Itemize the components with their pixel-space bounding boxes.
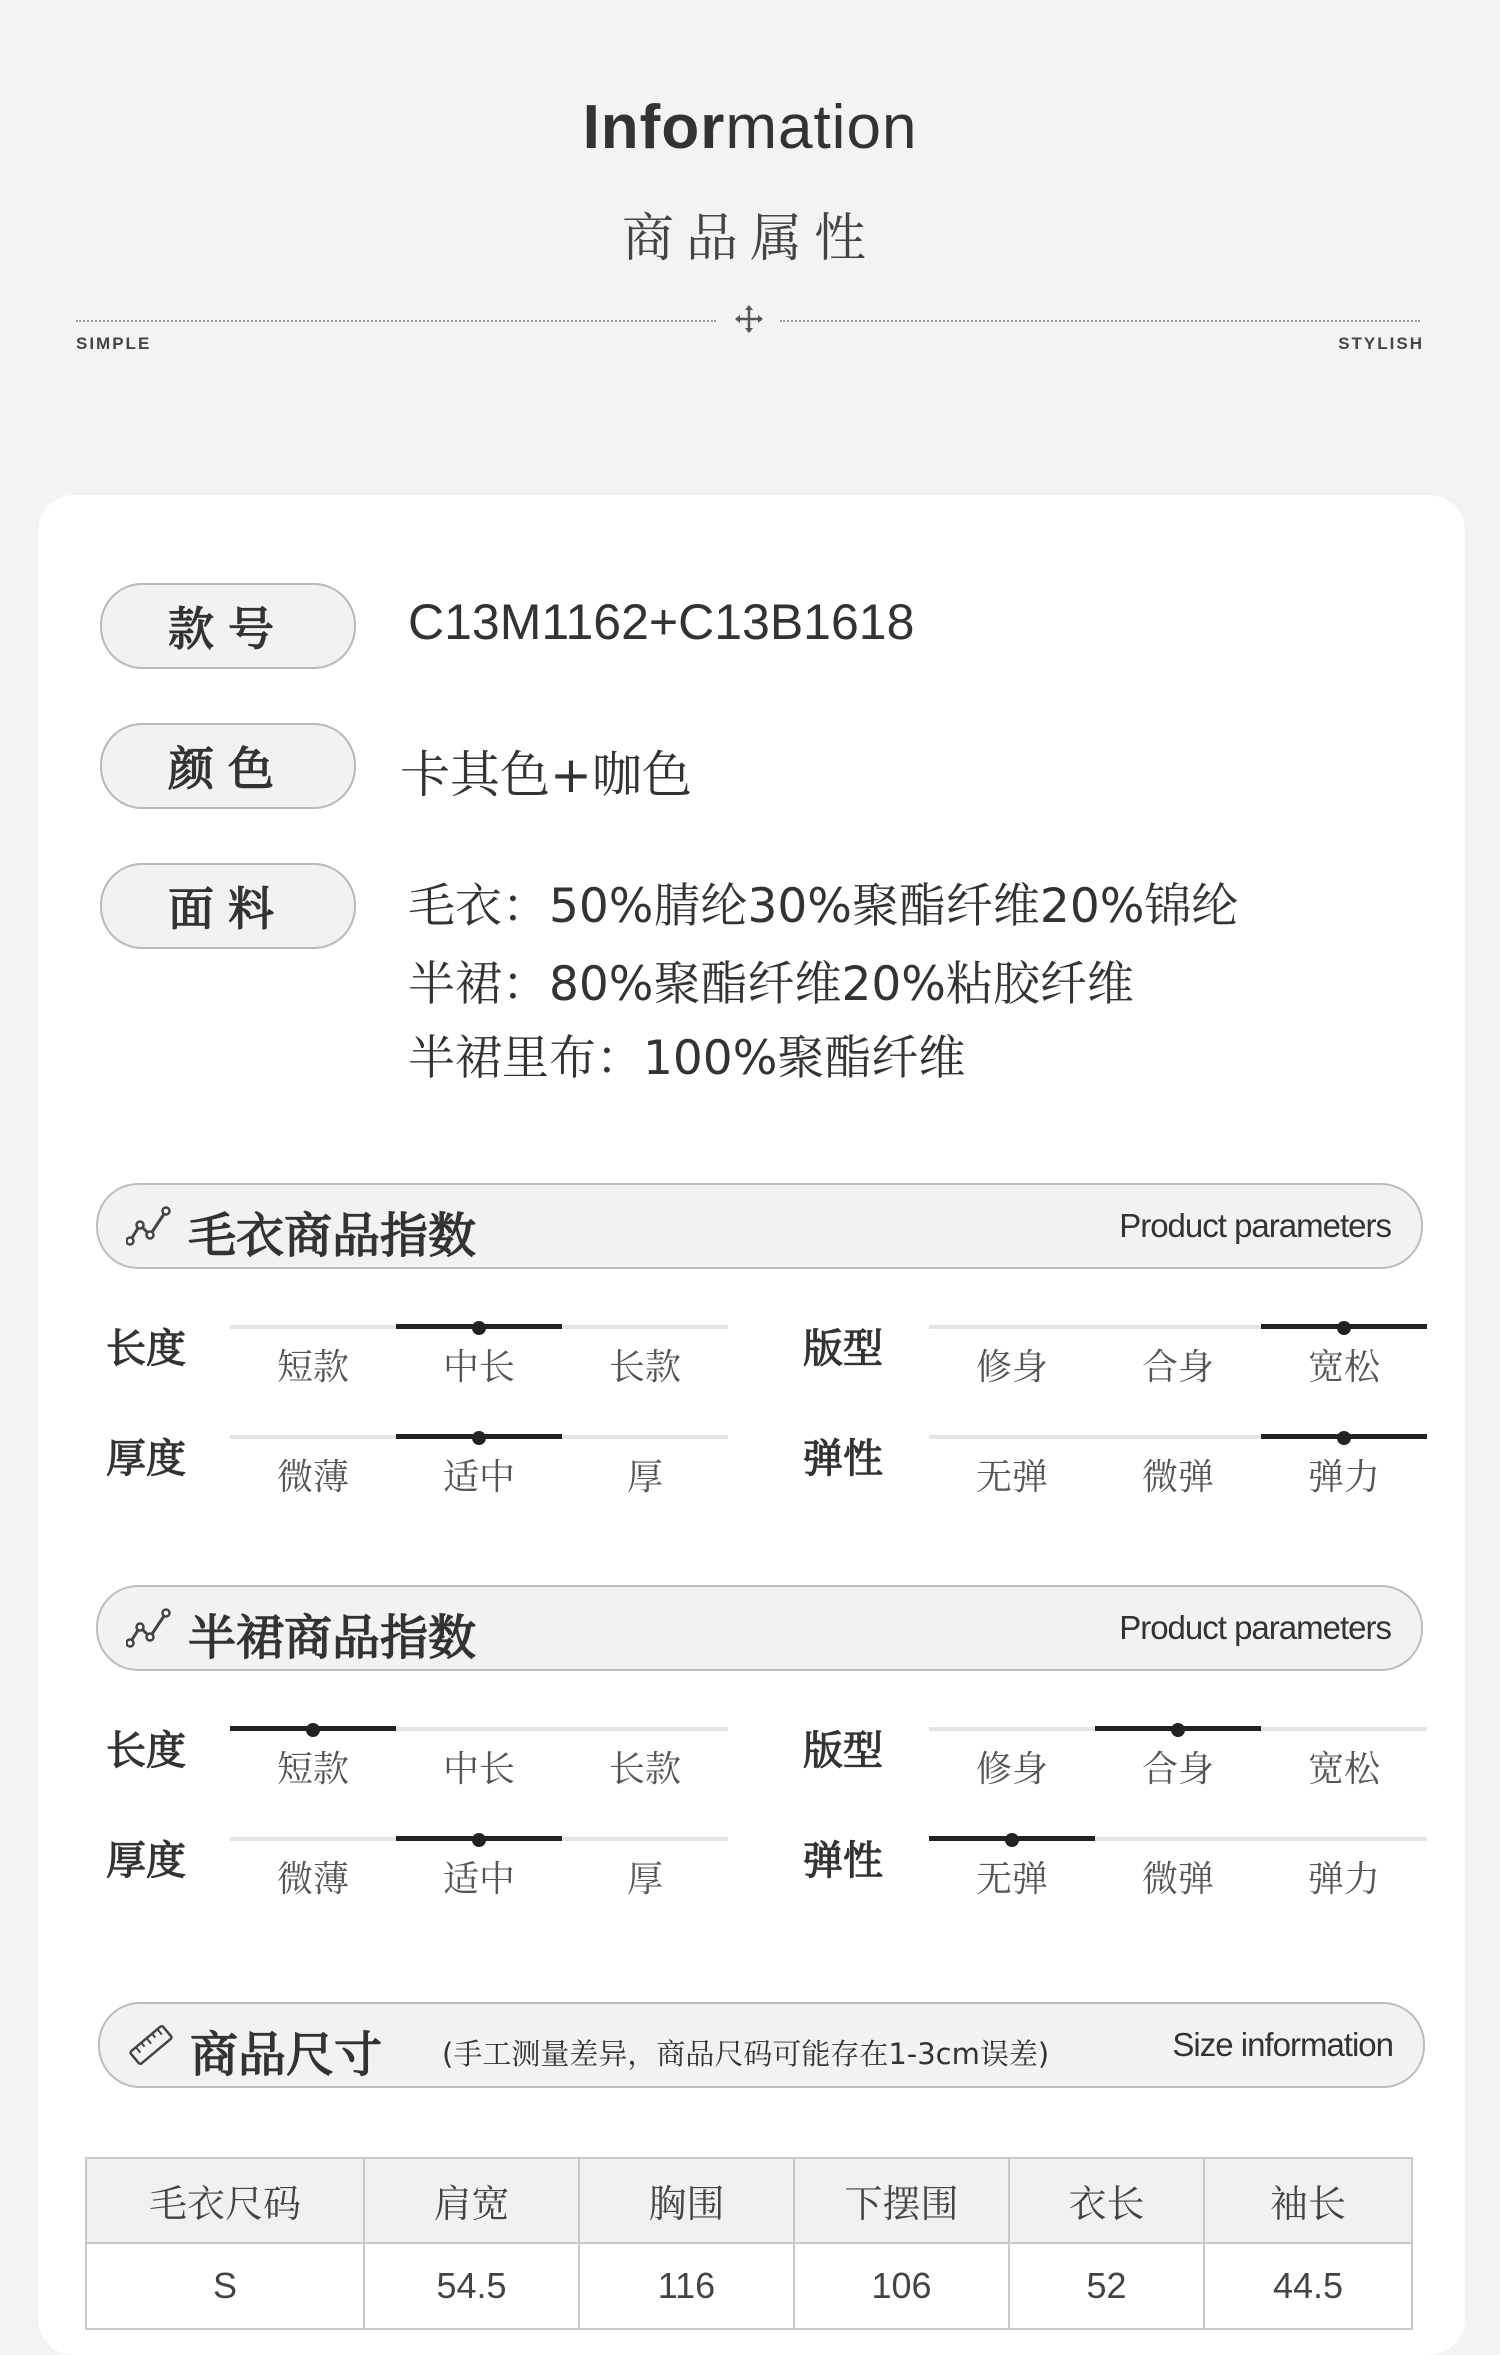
size-info-subtitle: Size information (1172, 2026, 1393, 2063)
fabric-label: 面料 (100, 863, 356, 949)
param-option: 短款 (276, 1749, 349, 1790)
size-table-header: 袖长 (1204, 2158, 1412, 2243)
size-table-header: 毛衣尺码 (86, 2158, 364, 2243)
move-cross-icon (733, 303, 765, 335)
param-selected-dot (1337, 1431, 1351, 1445)
param-selected-dot (472, 1833, 486, 1847)
table-cell: S (86, 2243, 364, 2329)
param-selected-dot (1171, 1723, 1185, 1737)
param-option: 无弹 (975, 1457, 1048, 1498)
param-option: 适中 (442, 1859, 515, 1900)
trend-line-icon (126, 1205, 172, 1247)
size-table (85, 2157, 1413, 2330)
color-value: 卡其色+咖色 (400, 746, 692, 804)
param-option: 无弹 (975, 1859, 1048, 1900)
style-number-label: 款号 (100, 583, 356, 669)
param-option: 宽松 (1307, 1749, 1380, 1790)
param-label: 长度 (106, 1728, 186, 1774)
dotted-divider-right (780, 320, 1420, 322)
size-info-note: (手工测量差异，商品尺码可能存在1-3cm误差) (442, 2037, 1050, 2071)
size-table-header: 胸围 (579, 2158, 794, 2243)
information-title: Information (582, 93, 918, 162)
param-option: 微弹 (1141, 1457, 1214, 1498)
trend-line-icon (126, 1607, 172, 1649)
product-attributes-title: 商品属性 (621, 209, 878, 269)
param-option: 中长 (442, 1347, 515, 1388)
param-selected-dot (1005, 1833, 1019, 1847)
param-option: 微弹 (1141, 1859, 1214, 1900)
param-option: 弹力 (1307, 1457, 1380, 1498)
size-table-header: 下摆围 (794, 2158, 1009, 2243)
param-option: 修身 (975, 1749, 1048, 1790)
size-table-header: 肩宽 (364, 2158, 579, 2243)
skirt-index-header (96, 1585, 1423, 1671)
param-selected-dot (1337, 1321, 1351, 1335)
dotted-divider-left (76, 320, 716, 322)
table-cell: 116 (579, 2243, 794, 2329)
table-cell: 44.5 (1204, 2243, 1412, 2329)
table-cell: 52 (1009, 2243, 1204, 2329)
style-number-value: C13M1162+C13B1618 (408, 594, 915, 650)
table-row (86, 2243, 1412, 2329)
param-option: 宽松 (1307, 1347, 1380, 1388)
param-label: 弹性 (803, 1838, 883, 1884)
fabric-line-sweater: 毛衣：50%腈纶30%聚酯纤维20%锦纶 (408, 879, 1239, 934)
param-label: 长度 (106, 1326, 186, 1372)
stylish-label: STYLISH (1338, 334, 1424, 353)
param-option: 弹力 (1307, 1859, 1380, 1900)
param-selected-dot (472, 1431, 486, 1445)
param-option: 微薄 (276, 1457, 349, 1498)
param-label: 厚度 (106, 1838, 186, 1884)
simple-label: SIMPLE (76, 334, 152, 353)
product-info-card (38, 495, 1465, 2355)
sweater-index-title: 毛衣商品指数 (188, 1208, 477, 1264)
size-table-header-row (86, 2158, 1412, 2243)
table-cell: 54.5 (364, 2243, 579, 2329)
param-option: 适中 (442, 1457, 515, 1498)
param-label: 版型 (803, 1728, 883, 1774)
param-option: 合身 (1141, 1347, 1214, 1388)
param-label: 厚度 (106, 1436, 186, 1482)
param-option: 厚 (626, 1859, 663, 1900)
param-option: 长款 (608, 1749, 681, 1790)
param-label: 版型 (803, 1326, 883, 1372)
param-selected-dot (472, 1321, 486, 1335)
color-label: 颜色 (100, 723, 356, 809)
fabric-line-skirt-lining: 半裙里布：100%聚酯纤维 (408, 1031, 966, 1086)
param-option: 长款 (608, 1347, 681, 1388)
size-info-header (98, 2002, 1425, 2088)
param-option: 短款 (276, 1347, 349, 1388)
param-option: 微薄 (276, 1859, 349, 1900)
size-table-header: 衣长 (1009, 2158, 1204, 2243)
param-selected-dot (306, 1723, 320, 1737)
ruler-icon (128, 2024, 174, 2066)
param-option: 合身 (1141, 1749, 1214, 1790)
table-cell: 106 (794, 2243, 1009, 2329)
skirt-index-title: 半裙商品指数 (188, 1610, 477, 1666)
sweater-index-subtitle: Product parameters (1119, 1207, 1391, 1244)
fabric-line-skirt: 半裙：80%聚酯纤维20%粘胶纤维 (408, 957, 1134, 1012)
param-option: 厚 (626, 1457, 663, 1498)
param-label: 弹性 (803, 1436, 883, 1482)
param-option: 修身 (975, 1347, 1048, 1388)
param-option: 中长 (442, 1749, 515, 1790)
skirt-index-subtitle: Product parameters (1119, 1609, 1391, 1646)
size-info-title: 商品尺寸 (190, 2027, 383, 2083)
sweater-index-header (96, 1183, 1423, 1269)
page-header (0, 0, 1500, 400)
